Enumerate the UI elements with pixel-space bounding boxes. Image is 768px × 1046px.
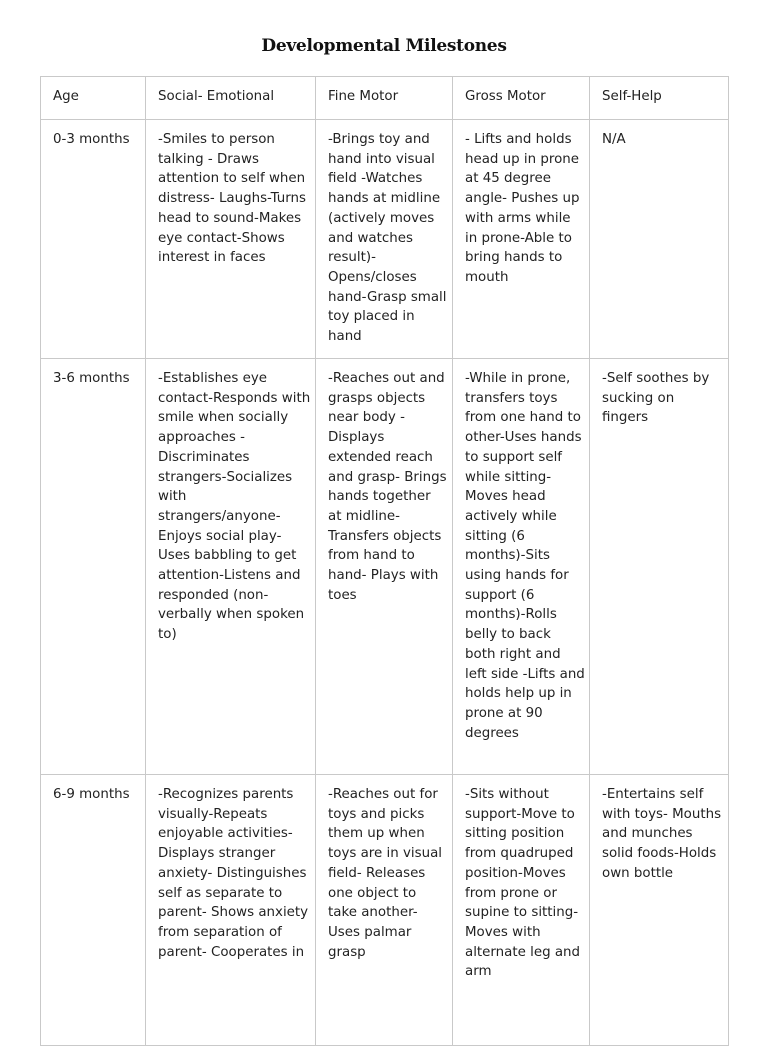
- cell-fine-motor: -Brings toy and hand into visual field -Watches hands at midline (actively moves and watches result)- Opens/closes hand-Grasp small toy placed in hand: [316, 120, 453, 359]
- table-row: [41, 120, 729, 359]
- table-row: [41, 775, 729, 1046]
- milestones-table: [40, 76, 729, 1046]
- header-fine-motor: Fine Motor: [316, 77, 453, 120]
- cell-self-help: -Entertains self with toys- Mouths and munches solid foods-Holds own bottle: [590, 775, 729, 1046]
- cell-fine-motor: -Reaches out for toys and picks them up when toys are in visual field- Releases one object to take another-Uses palmar grasp: [316, 775, 453, 1046]
- cell-gross-motor: -Sits without support-Move to sitting position from quadruped position-Moves from prone or supine to sitting- Moves with alternate leg and arm: [453, 775, 590, 1046]
- cell-gross-motor: - Lifts and holds head up in prone at 45 degree angle- Pushes up with arms while in prone-Able to bring hands to mouth: [453, 120, 590, 359]
- table-row: [41, 359, 729, 775]
- header-self-help: Self-Help: [590, 77, 729, 120]
- header-gross-motor: Gross Motor: [453, 77, 590, 120]
- cell-social-emotional: -Recognizes parents visually-Repeats enjoyable activities- Displays stranger anxiety- Distinguishes self as separate to parent- Shows anxiety from separation of parent- Cooperates in: [146, 775, 316, 1046]
- cell-age: 6-9 months: [41, 775, 146, 1046]
- cell-age: 0-3 months: [41, 120, 146, 359]
- header-age: Age: [41, 77, 146, 120]
- cell-self-help: N/A: [590, 120, 729, 359]
- cell-gross-motor: -While in prone, transfers toys from one hand to other-Uses hands to support self while sitting- Moves head actively while sitting (6 months)-Sits using hands for support (6 months)-Rolls belly to back both right and left side -Lifts and holds help up in prone at 90 degrees: [453, 359, 590, 775]
- cell-social-emotional: -Smiles to person talking - Draws attention to self when distress- Laughs-Turns head to sound-Makes eye contact-Shows interest in faces: [146, 120, 316, 359]
- cell-fine-motor: -Reaches out and grasps objects near body -Displays extended reach and grasp- Brings hands together at midline- Transfers objects from hand to hand- Plays with toes: [316, 359, 453, 775]
- cell-social-emotional: -Establishes eye contact-Responds with smile when socially approaches - Discriminates strangers-Socializes with strangers/anyone- Enjoys social play- Uses babbling to get attention-Listens and responded (non- verbally when spoken to): [146, 359, 316, 775]
- cell-age: 3-6 months: [41, 359, 146, 775]
- table-header-row: [41, 77, 729, 120]
- cell-self-help: -Self soothes by sucking on fingers: [590, 359, 729, 775]
- header-social-emotional: Social- Emotional: [146, 77, 316, 120]
- page-title: Developmental Milestones: [261, 36, 507, 56]
